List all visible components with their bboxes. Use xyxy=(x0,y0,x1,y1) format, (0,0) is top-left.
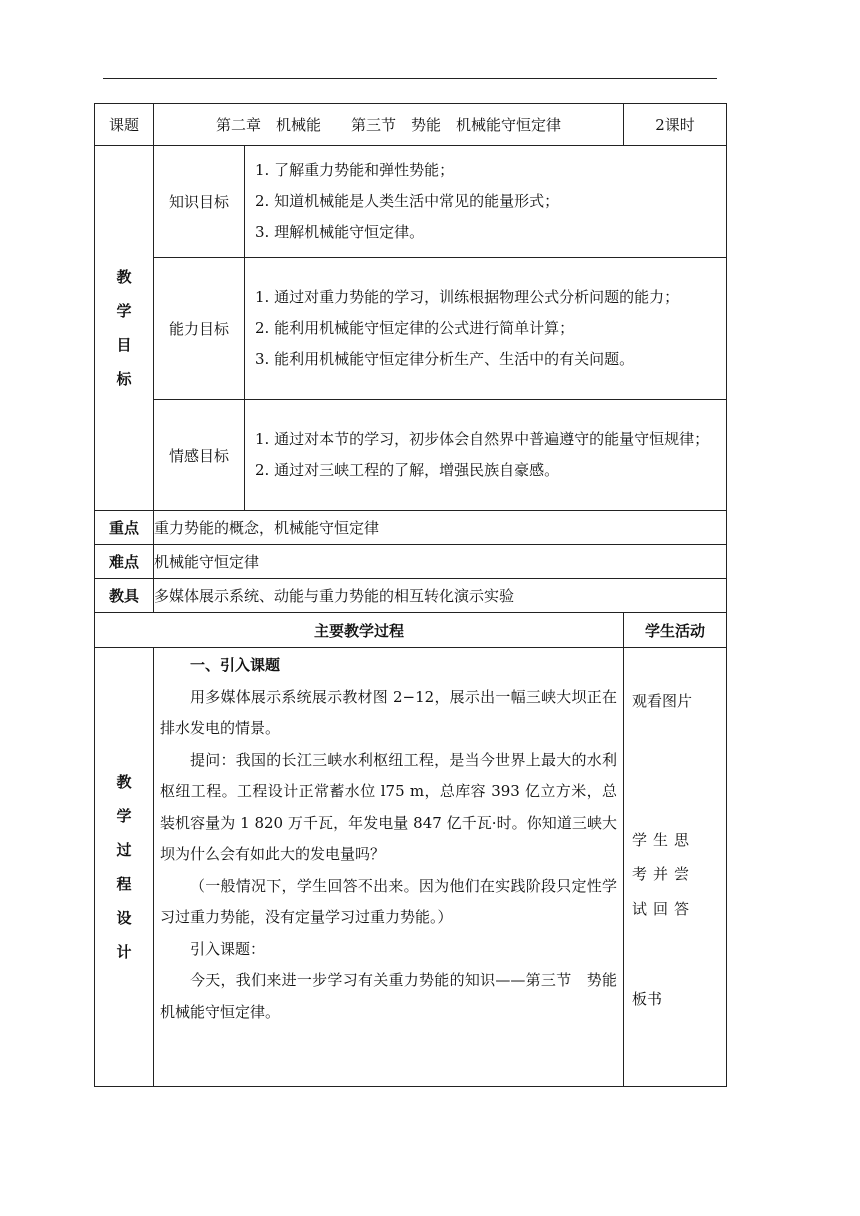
process-content xyxy=(154,648,633,1087)
emotion-objective-label: 情感目标 xyxy=(154,400,245,511)
process-label: 教 学 过 程 设 计 xyxy=(95,648,154,1087)
main-process-heading: 主要教学过程 xyxy=(95,613,624,648)
knowledge-objective-content xyxy=(245,146,727,258)
emotion-objective-row xyxy=(95,400,727,511)
list-item: 1. 了解重力势能和弹性势能； xyxy=(255,161,455,179)
section-title: 一、引入课题 xyxy=(190,656,281,674)
tools-label: 教具 xyxy=(95,579,154,613)
class-hours: 2课时 xyxy=(624,104,727,146)
difficulty-text: 机械能守恒定律 xyxy=(154,545,727,579)
paragraph: 引入课题： xyxy=(190,939,266,958)
student-activity-content xyxy=(624,648,727,1087)
list-item: 1. 通过对重力势能的学习，训练根据物理公式分析问题的能力； xyxy=(255,288,680,306)
ability-objective-row xyxy=(95,258,727,400)
student-activity-item: 观看图片 xyxy=(632,692,693,710)
list-item: 2. 知道机械能是人类生活中常见的能量形式； xyxy=(255,192,560,210)
key-point-row xyxy=(95,511,727,545)
topic-label: 课题 xyxy=(95,104,154,146)
paragraph: 用多媒体展示系统展示教材图 2−12，展示出一幅三峡大坝正在排水发电的情景。 xyxy=(160,687,618,737)
list-item: 2. 通过对三峡工程的了解，增强民族自豪感。 xyxy=(255,461,560,479)
objectives-label: 教 学 目 标 xyxy=(95,146,154,511)
lesson-title: 第二章 机械能 第三节 势能 机械能守恒定律 xyxy=(154,104,624,146)
tools-text: 多媒体展示系统、动能与重力势能的相互转化演示实验 xyxy=(154,579,727,613)
difficulty-row xyxy=(95,545,727,579)
paragraph: 提问：我国的长江三峡水利枢纽工程，是当今世界上最大的水利枢纽工程。工程设计正常蓄水位 l75 m，总库容 393 亿立方米，总装机容量为 1 820 万千瓦，年发电量 847 亿千瓦·时。你知道三峡大坝为什么会有如此大的发电量吗？ xyxy=(160,750,618,863)
student-activity-item: 板书 xyxy=(632,990,663,1008)
header-rule xyxy=(103,78,717,79)
paragraph: （一般情况下，学生回答不出来。因为他们在实践阶段只定性学习过重力势能，没有定量学习过重力势能。） xyxy=(160,876,618,926)
list-item: 2. 能利用机械能守恒定律的公式进行简单计算； xyxy=(255,319,575,337)
key-point-text: 重力势能的概念，机械能守恒定律 xyxy=(154,511,727,545)
lesson-plan-table xyxy=(94,103,727,1087)
process-header-row xyxy=(95,613,727,648)
ability-objective-label: 能力目标 xyxy=(154,258,245,400)
tools-row xyxy=(95,579,727,613)
list-item: 3. 能利用机械能守恒定律分析生产、生活中的有关问题。 xyxy=(255,350,635,368)
list-item: 1. 通过对本节的学习，初步体会自然界中普遍遵守的能量守恒规律； xyxy=(255,430,710,448)
process-row xyxy=(95,648,727,1087)
paragraph: 今天，我们来进一步学习有关重力势能的知识——第三节 势能 机械能守恒定律。 xyxy=(160,971,633,1021)
knowledge-objective-row xyxy=(95,146,727,258)
ability-objective-content xyxy=(245,258,727,400)
header-row xyxy=(95,104,727,146)
knowledge-objective-label: 知识目标 xyxy=(154,146,245,258)
emotion-objective-content xyxy=(245,400,727,511)
list-item: 3. 理解机械能守恒定律。 xyxy=(255,223,425,241)
student-activity-item: 学生思考并尝试回答 xyxy=(632,830,696,918)
difficulty-label: 难点 xyxy=(95,545,154,579)
student-activity-heading: 学生活动 xyxy=(624,613,727,648)
key-point-label: 重点 xyxy=(95,511,154,545)
